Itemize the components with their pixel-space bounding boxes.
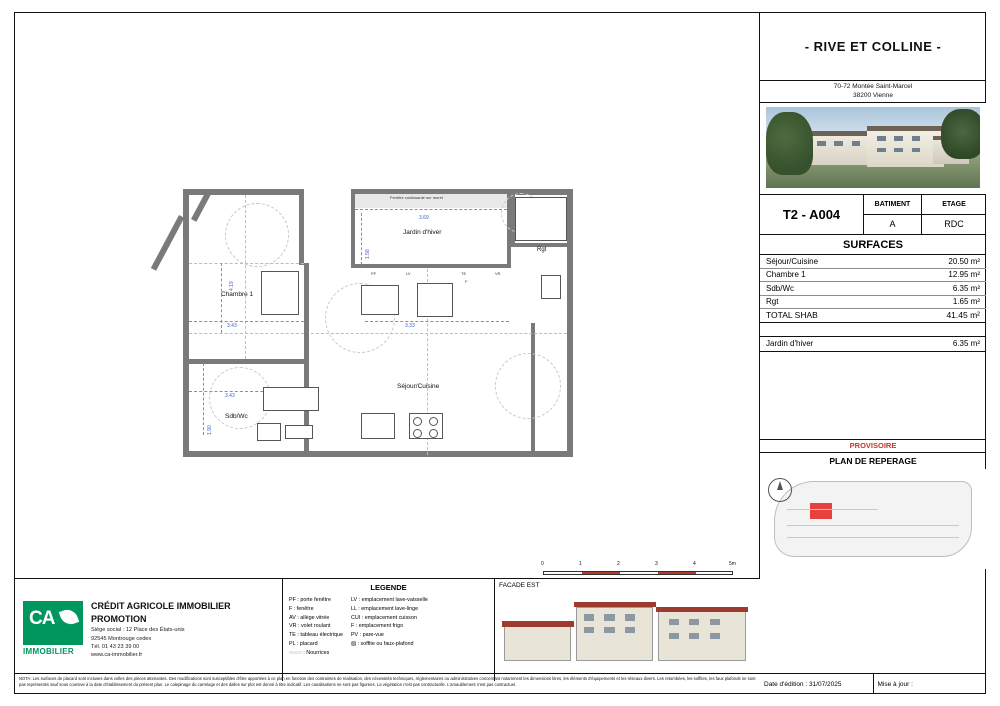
surface-value: 1.65 m² <box>952 297 980 307</box>
photo-window-4 <box>877 136 886 141</box>
legend-item: TE : tableau électrique <box>289 632 343 638</box>
table-row <box>760 255 986 269</box>
scale-fill-1 <box>582 572 620 574</box>
partition-sdb-top <box>189 359 309 364</box>
sink-basin <box>285 425 313 439</box>
facade-block <box>495 579 760 681</box>
scale-track <box>543 571 733 575</box>
partition-chambre-east <box>299 189 304 265</box>
bluedim-6 <box>203 363 204 435</box>
storage-rgt <box>515 197 567 241</box>
legend-item: LV : emplacement lave-vaisselle <box>350 597 428 603</box>
repere-title: PLAN DE REPERAGE <box>829 455 917 466</box>
lot-reference: T2 - A004 <box>760 195 864 234</box>
guide-2 <box>189 333 304 334</box>
burner-4 <box>429 429 438 438</box>
total-label: TOTAL SHAB <box>766 310 818 321</box>
facade-mid-roof <box>574 602 656 607</box>
bluedim-7 <box>361 213 362 265</box>
wall-west <box>183 189 189 457</box>
annex-value: 6.35 m² <box>952 339 980 348</box>
bluedim-1 <box>355 209 507 210</box>
photo-window-2 <box>834 141 843 146</box>
site-line-3 <box>787 509 877 510</box>
tag-vr: VR <box>495 271 501 276</box>
facade-window-12 <box>710 633 720 639</box>
wall-angle-nw <box>151 215 184 271</box>
facade-window-10 <box>669 633 679 639</box>
table-row <box>760 269 986 283</box>
facade-window-4 <box>584 627 594 633</box>
facade-left-body <box>504 625 571 661</box>
facade-title: FACADE EST <box>499 582 540 589</box>
wall-south <box>183 451 573 457</box>
room-label-sdb: Sdb/Wc <box>225 413 248 420</box>
dim-1-90: 1.90 <box>207 425 213 435</box>
project-title: - RIVE ET COLLINE - <box>760 13 986 81</box>
room-label-rgt: Rgt <box>537 247 547 253</box>
floor-plan-drawing <box>165 163 605 483</box>
footer-band <box>15 578 760 681</box>
scale-tick-0: 0 <box>541 561 544 567</box>
promoter-phone: Tél. 01 43 23 39 00 <box>91 644 140 651</box>
scale-tick-2: 2 <box>617 561 620 567</box>
legend-item: PF : porte fenêtre <box>289 597 331 603</box>
photo-window-5 <box>894 136 903 141</box>
tag-lv: LV <box>406 271 411 276</box>
promoter-details <box>91 600 231 660</box>
legend-item: F : fenêtre <box>289 605 314 612</box>
dim-4-19: 4.19 <box>229 281 235 291</box>
photo-window-8 <box>894 148 903 153</box>
etage-header: ETAGE <box>942 200 966 208</box>
surface-value: 6.35 m² <box>952 283 980 293</box>
facade-window-2 <box>604 614 614 620</box>
appliance-top <box>361 285 399 315</box>
legend-column-1 <box>289 596 343 657</box>
logo-text: IMMOBILIER <box>23 647 74 656</box>
facade-window-9 <box>710 619 720 625</box>
surfaces-gap <box>760 323 986 337</box>
facade-window-6 <box>625 627 635 633</box>
edition-date-row <box>760 673 986 694</box>
site-line-2 <box>787 537 959 538</box>
floor-plan-area <box>15 13 760 578</box>
dim-3-69: 3.69 <box>419 215 429 221</box>
toilet <box>257 423 281 441</box>
legend-title: LEGENDE <box>370 583 407 592</box>
photo-window-7 <box>877 148 886 153</box>
tag-f: F <box>465 279 468 284</box>
surfaces-title: SURFACES <box>760 235 986 255</box>
surface-value: 20.50 m² <box>948 256 980 266</box>
door-swing-chambre <box>225 203 289 267</box>
surface-name: Sdb/Wc <box>766 283 795 293</box>
etage-value: RDC <box>944 219 964 230</box>
burner-1 <box>413 417 422 426</box>
room-label-jardin: Jardin d'hiver <box>403 229 442 236</box>
kitchen-sink <box>361 413 395 439</box>
surface-name: Rgt <box>766 297 779 307</box>
door-swing-sdb <box>209 367 271 429</box>
facade-window-7 <box>669 619 679 625</box>
legend-column-2 <box>351 596 428 657</box>
blank-block <box>760 352 986 440</box>
edition-date: Date d'édition : 31/07/2025 <box>764 680 842 688</box>
facade-window-3 <box>625 614 635 620</box>
wardrobe-chambre <box>261 271 299 315</box>
burner-2 <box>429 417 438 426</box>
legend-item: ◌◌◌◌ : Nourrices <box>289 649 330 656</box>
legend-item: PV : pare-vue <box>350 632 384 638</box>
facade-window-8 <box>689 619 699 625</box>
project-address <box>760 81 986 103</box>
scale-tick-4: 4 <box>693 561 696 567</box>
legend-item: F : emplacement frigo <box>350 623 404 630</box>
lot-identification <box>760 195 986 235</box>
facade-window-11 <box>689 633 699 639</box>
promoter-website[interactable]: www.ca-immobilier.fr <box>91 652 143 659</box>
photo-building-a <box>809 131 873 165</box>
room-label-sejour: Séjour/Cuisine <box>397 383 440 390</box>
facade-window-1 <box>584 614 594 620</box>
surfaces-table <box>760 255 986 352</box>
scale-tick-5: 5m <box>729 561 736 567</box>
batiment-header: BATIMENT <box>864 195 922 214</box>
legend-item: PL : placard <box>289 640 318 647</box>
legend-item: ▨ : soffite ou faux-plafond <box>350 640 414 647</box>
photo-canvas <box>766 107 980 188</box>
provisoire-badge: PROVISOIRE <box>760 440 986 453</box>
promoter-name-1: CRÉDIT AGRICOLE IMMOBILIER <box>91 601 231 612</box>
lot-highlight <box>810 503 833 519</box>
promoter-address-1: Siège social : 12 Place des États-unis <box>91 627 185 634</box>
repere-map <box>760 469 986 569</box>
photo-tree-right <box>941 109 980 159</box>
photo-window-3 <box>852 141 861 146</box>
address-line-1: 70-72 Montée Saint-Marcel <box>833 82 913 90</box>
annotation-window-note: Fenêtre coulissante sur muret <box>390 195 443 200</box>
legend-item: VR : volet roulant <box>289 623 331 630</box>
legend-item: CUI : emplacement cuisson <box>350 614 417 621</box>
promoter-address-2: 92545 Montrouge cedex <box>91 635 152 642</box>
legend-item: LL : emplacement lave-linge <box>350 605 419 612</box>
bluedim-3 <box>189 321 304 322</box>
fridge <box>417 283 453 317</box>
scale-fill-2 <box>658 572 696 574</box>
burner-3 <box>413 429 422 438</box>
dim-1-58: 1.58 <box>365 249 371 259</box>
annex-surface-row <box>760 337 986 352</box>
update-date: Mise à jour : <box>873 674 987 694</box>
title-block <box>760 13 986 681</box>
surface-name: Séjour/Cuisine <box>766 256 819 266</box>
scale-tick-3: 3 <box>655 561 658 567</box>
room-label-chambre: Chambre 1 <box>221 291 254 298</box>
credit-agricole-logo-icon <box>23 601 83 659</box>
photo-window-9 <box>912 148 921 153</box>
dim-3-43b: 3.43 <box>225 393 235 399</box>
north-arrow-icon <box>768 478 792 502</box>
tag-pf: PF <box>371 271 377 276</box>
residence-photo <box>760 103 986 195</box>
dim-3-43a: 3.43 <box>227 323 237 329</box>
wall-east <box>567 189 573 457</box>
surface-name: Chambre 1 <box>766 270 806 280</box>
batiment-value: A <box>864 215 922 235</box>
site-line-1 <box>787 525 959 526</box>
logo-initials: CA <box>29 608 55 629</box>
surface-value: 12.95 m² <box>948 270 980 280</box>
partition-jardin-south <box>351 264 511 268</box>
dim-3-33: 3.33 <box>405 323 415 329</box>
bathtub <box>263 387 319 411</box>
annex-name: Jardin d'hiver <box>766 339 814 348</box>
surfaces-total-row <box>760 309 986 323</box>
scale-bar <box>543 561 760 578</box>
facade-left-roof <box>502 621 574 627</box>
total-value: 41.45 m² <box>946 310 980 321</box>
facade-right-roof <box>656 607 749 612</box>
facade-window-5 <box>604 627 614 633</box>
scale-tick-1: 1 <box>579 561 582 567</box>
table-row <box>760 296 986 310</box>
promoter-name-2: PROMOTION <box>91 614 147 625</box>
electrical-panel <box>541 275 561 299</box>
site-outline <box>774 481 973 556</box>
photo-tree-left <box>766 112 813 175</box>
facade-image <box>499 591 756 669</box>
legend-item: AV : allège vitrée <box>289 614 330 621</box>
address-line-2: 38200 Vienne <box>852 91 893 99</box>
bluedim-2 <box>221 263 222 333</box>
legend-block <box>283 579 495 681</box>
photo-window-6 <box>912 136 921 141</box>
promoter-block <box>15 579 283 681</box>
photo-window-1 <box>817 141 826 146</box>
table-row <box>760 282 986 296</box>
door-swing-east <box>495 353 561 419</box>
legal-note: NOTA: Les surfaces de placard sont incluses dans celles des pièces attenantes. Des modifications sont susceptibles d'être apportées à ce plan en fonction des contraintes de réalisation, des nécessités techniques, réglementaires ou administratives concernant notamment les dimensions litres, les éléments d'équipements et les réseaux divers. Les retombées, les soffites, les faux plafonds ne sont pas représentés sauf sous coursive à la date d'établissement du présent plan. Le calepinage du carrelage et des dalles sur plot est donné à titre indicatif. Les canalisations ne sont pas figurées. La végétation n'est pas contractuelle. L'amaublement n'est pas contractuel. <box>15 673 760 694</box>
tag-te: TE <box>461 271 467 276</box>
